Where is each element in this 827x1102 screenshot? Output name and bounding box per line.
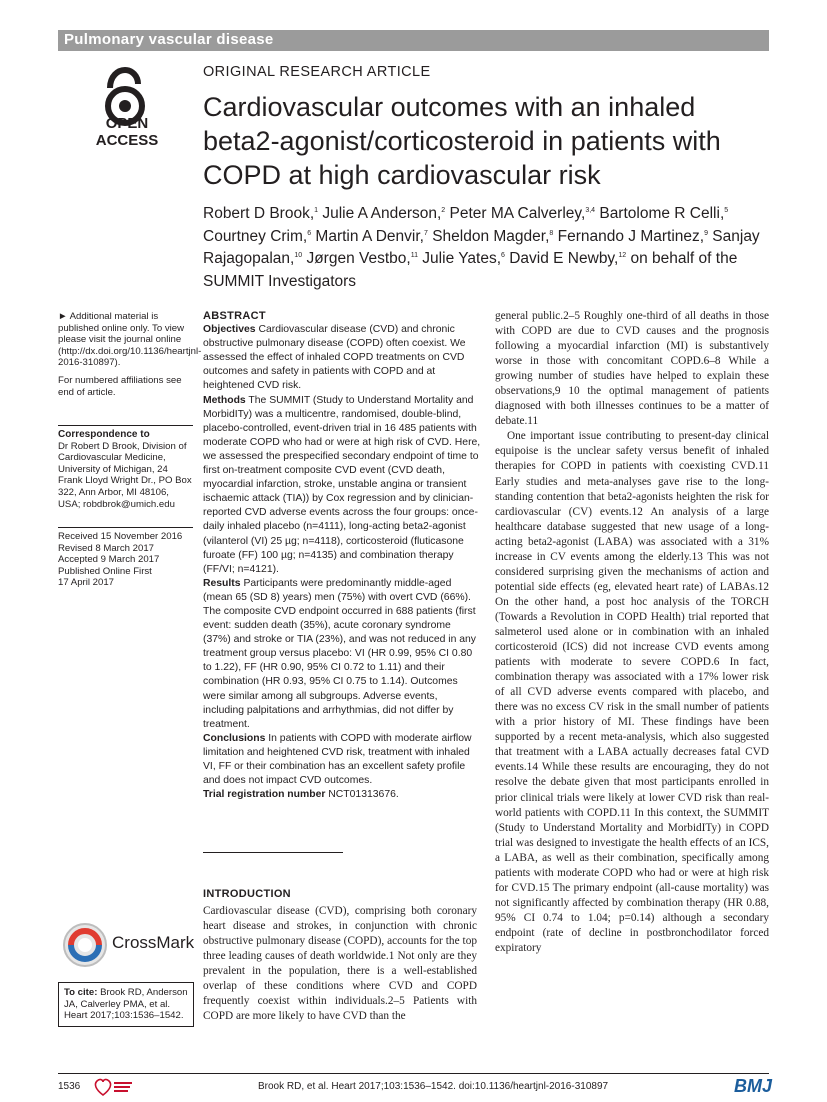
introduction-heading: INTRODUCTION <box>203 888 291 900</box>
affiliations-note: For numbered affiliations see end of article. <box>58 374 182 398</box>
abstract-methods <box>203 394 481 577</box>
correspondence-text: Dr Robert D Brook, Division of Cardiovascular Medicine, University of Michigan, 24 Frank Lloyd Wright Dr., PO Box 322, Ann Arbor, MI 48106, USA; robdbrok@umich.edu <box>58 440 192 510</box>
results-label: Results <box>203 577 241 589</box>
objectives-text: Cardiovascular disease (CVD) and chronic obstructive pulmonary disease (COPD) often coexist. We assessed the effect of inhaled COPD treatments on CVD outcomes and safety in patients with COPD and at heightened CVD risk. <box>203 324 466 392</box>
abstract-conclusions <box>203 732 481 788</box>
abstract-objectives <box>203 323 481 393</box>
author-list: Robert D Brook,$^1$ Julie A Anderson,$^2$ Peter MA Calverley,$^{3,4}$ Bartolome R Celli,$^5$ Courtney Crim,$^6$ Martin A Denvir,$^7$ Sheldon Magder,$^8$ Fernando J Martinez,$^9$ Sanjay Rajagopalan,$^{10}$ Jørgen Vestbo,$^{11}$ Julie Yates,$^6$ David E Newby,$^{12}$ on behalf of the SUMMIT Investigators <box>203 205 760 290</box>
heart-society-logo-icon <box>92 1076 136 1098</box>
results-text: Participants were predominantly middle-aged (mean 65 (SD 8) years) men (75%) with overt CVD (66%). The composite CVD endpoint occurred in 688 patients (first event: sudden death (35%), acute coronary syndrome (37%) and stroke or TIA (23%), and was not reduced in any treatment group versus placebo: VI (HR 0.99, 95% CI 0.80 to 1.22), FF (HR 0.90, 95% CI 0.72 to 1.11) and their combination (HR 0.93, 95% CI 0.75 to 1.14). Outcomes were similar among all subgroups. Adverse events, including palpitations and arrhythmias, did not differ by treatment. <box>203 577 476 730</box>
to-cite-text: Brook RD, Anderson JA, Calverley PMA, et al. Heart 2017;103:1536–1542. <box>64 987 188 1022</box>
methods-label: Methods <box>203 394 246 406</box>
correspondence-block <box>58 425 193 516</box>
body-column-right <box>495 309 769 956</box>
crossmark-icon <box>62 922 108 968</box>
banner-label: Pulmonary vascular disease <box>64 31 274 48</box>
conclusions-label: Conclusions <box>203 732 266 744</box>
article-title: Cardiovascular outcomes with an inhaled beta2-agonist/corticosteroid in patients with COPD at high cardiovascular risk <box>203 92 721 190</box>
abstract <box>203 309 481 802</box>
additional-material-note: ► Additional material is published online only. To view please visit the journal online (http://dx.doi.org/10.1136/heartjnl-2016-310897). <box>58 311 202 369</box>
objectives-label: Objectives <box>203 324 256 336</box>
dates-block <box>58 527 193 589</box>
trial-label: Trial registration number <box>203 789 326 801</box>
page-number: 1536 <box>58 1081 81 1092</box>
crossmark-badge[interactable] <box>62 922 195 970</box>
abstract-divider <box>203 852 343 853</box>
trial-number: NCT01313676. <box>328 789 399 801</box>
crossmark-label: CrossMark <box>112 933 195 952</box>
open-access-label: OPEN ACCESS <box>95 115 159 149</box>
publisher-logo: BMJ <box>734 1076 773 1096</box>
to-cite-label: To cite: <box>64 987 98 998</box>
date-published: 17 April 2017 <box>58 577 115 589</box>
body-paragraph-1: general public.2–5 Roughly one-third of all deaths in those with COPD are due to CVD causes and the prognosis following a myocardial infarction (MI) is substantively worse in those with concomitant COPD.6–8 While a growing number of studies have helped to explain these observations,9 10 the optimal management of patients diagnosed with both illnesses continues to be a matter of debate.11 <box>495 310 769 428</box>
section-banner <box>58 30 769 51</box>
footer-citation: Brook RD, et al. Heart 2017;103:1536–1542. doi:10.1136/heartjnl-2016-310897 <box>258 1081 609 1092</box>
conclusions-text: In patients with COPD with moderate airflow limitation and heightened CVD risk, treatment with inhaled VI, FF or their combination has an excellent safety profile and does not impact CVD outcomes. <box>203 732 472 787</box>
correspondence-title: Correspondence to <box>58 425 193 441</box>
methods-text: The SUMMIT (Study to Understand Mortality and MorbidITy) was a multicentre, randomised, double-blind, placebo-controlled, event-driven trial in 16 485 patients with moderate COPD who had or were at high risk of CVD. Here, we assessed the prespecified secondary endpoint of time to first on-treatment composite CVD event (CVD death, myocardial infarction, stroke, unstable angina or transient ischaemic attack (TIA)) by Cox regression and by clinician-reported CVD adverse events across the four groups: once-daily inhaled placebo (n=4111), long-acting beta2-agonist (vilanterol (VI) 25 µg; n=4118), corticosteroid (fluticasone furoate (FF) 100 µg; n=4135) and combination therapy (FF/VI; n=4121). <box>203 394 481 575</box>
date-published-label: Published Online First <box>58 565 152 577</box>
abstract-results <box>203 577 481 732</box>
footer-divider <box>58 1073 769 1074</box>
date-received: Received 15 November 2016 <box>58 531 183 542</box>
introduction-text: Cardiovascular disease (CVD), comprising both coronary heart disease and strokes, in conjunction with chronic obstructive pulmonary disease (COPD), accounts for the top three leading causes of death worldwide.1 Not only are they prevalent in the population, there is a well-established overlap of these conditions where CVD and COPD frequently coexist within individuals.2–5 Patients with COPD are more likely to have CVD than the <box>203 905 477 1022</box>
abstract-trial <box>203 788 481 802</box>
article-type: ORIGINAL RESEARCH ARTICLE <box>203 64 431 80</box>
date-accepted: Accepted 9 March 2017 <box>58 554 160 566</box>
sidebar-notes <box>58 311 202 404</box>
body-paragraph-2: One important issue contributing to present-day clinical equipoise is the unclear safety versus benefit of inhaled therapies for COPD in patients with coexisting CVD.11 Early studies and meta-analyses gave rise to the long-standing contention that beta2-agonists heighten the risk for cardiovascular (CV) events.12 An analysis of a large healthcare database suggested that new usage of a long-acting beta2-agonist (LABA) was associated with a 31% increase in CV events among the elderly.13 This was not considered surprising given the mechanisms of action and potential side effects (eg, elevated heart rate) of LABAs.12 On the other hand, a post hoc analysis of the TORCH (Towards a Revolution in COPD Health) trial reported that salmeterol used alone or in combination with an inhaled corticosteroid (ICS) did not increase CVD events among patients with moderate to severe COPD.6 In fact, combination therapy was associated with a 17% lower risk of all CVD adverse events compared with placebo, and there was no excess CV risk in the small number of patients with a prior history of MI. These findings have been supported by a recent meta-analysis, which also suggested that treatment with a LABA actually decreases fatal CVD events.14 While these results are encouraging, they do not resolve the debate given that most participants enrolled in prior clinical trials were likely at lower CVD risk than real-world patients with COPD.11 In this context, the SUMMIT (Study to Understand Mortality and MorbidITy) in COPD trial was designed to investigate the health effects of an ICS, a LABA, as well as their combination, specifically among patients with moderate COPD who had or were at high risk for CVD.15 The primary endpoint (all-cause mortality) was not significantly affected by combination therapy (HR 0.88, 95% CI 0.74 to 1.04; p=0.14) although a secondary endpoint (rate of decline in postbronchodilator forced expiratory <box>495 430 769 954</box>
date-revised: Revised 8 March 2017 <box>58 542 154 554</box>
to-cite-box <box>58 982 194 1027</box>
abstract-heading: ABSTRACT <box>203 310 266 322</box>
